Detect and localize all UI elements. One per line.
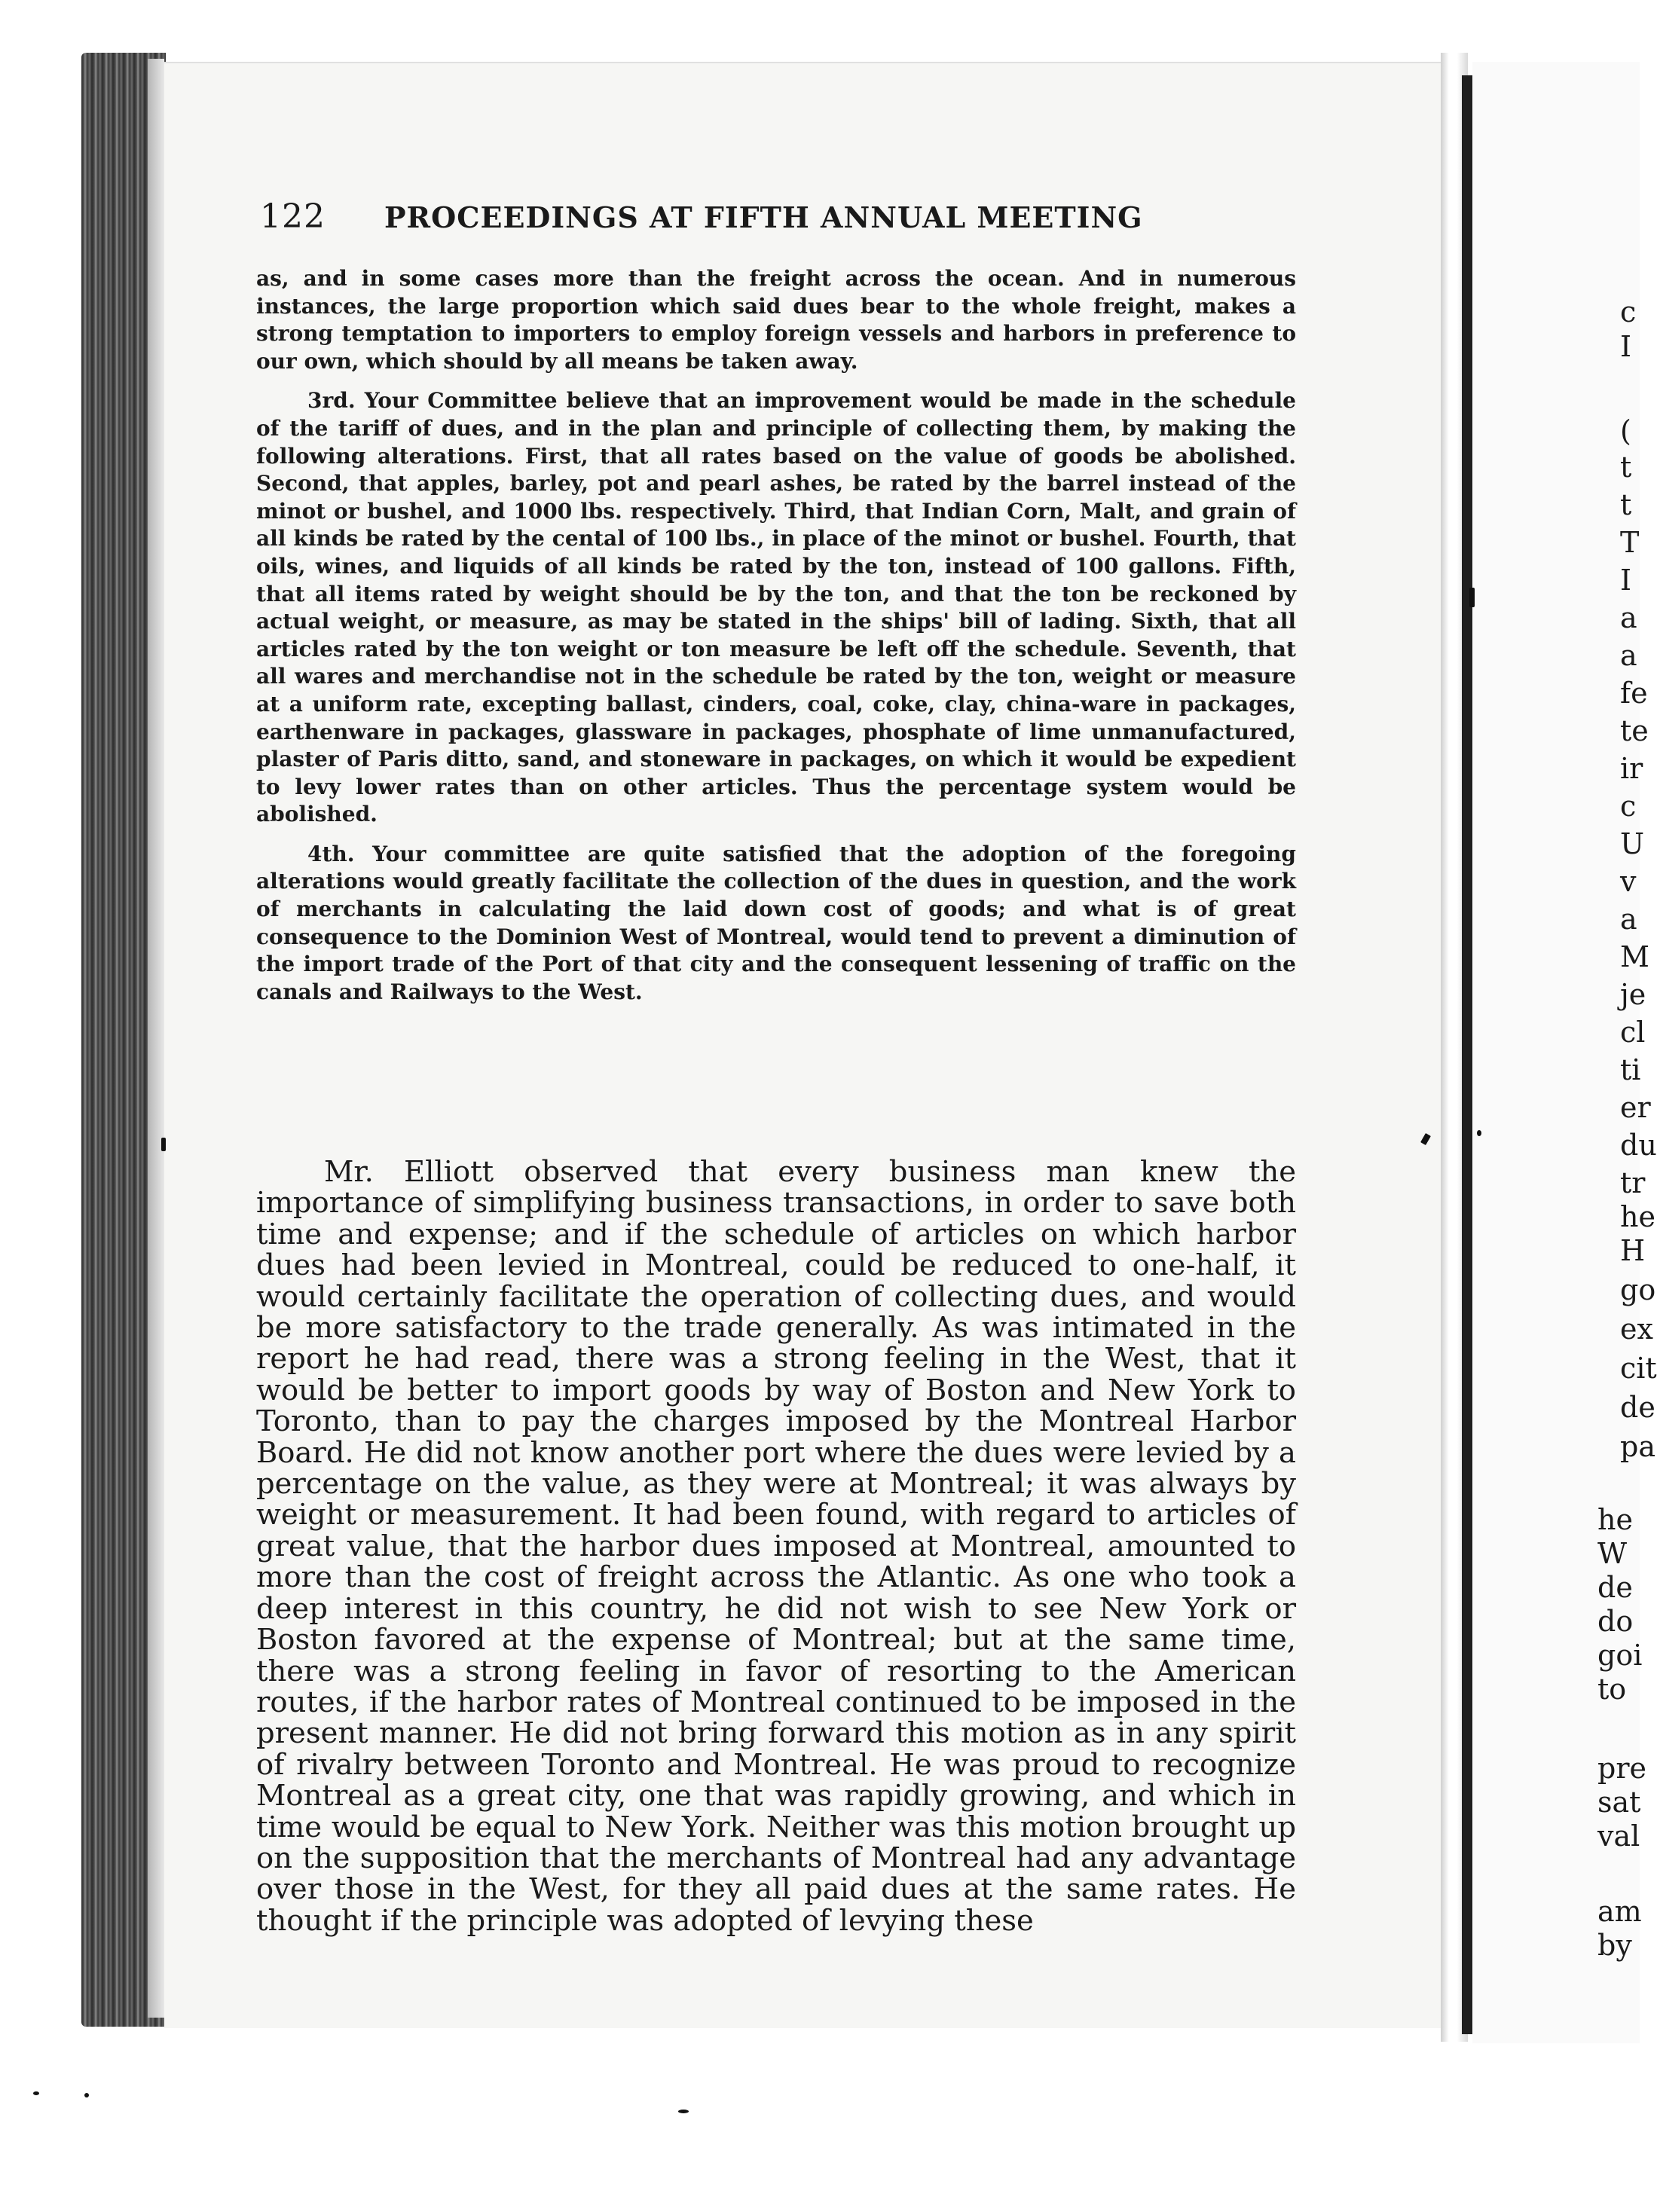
right-page-fragment: ( — [1620, 414, 1631, 448]
right-page-fragment: I — [1620, 330, 1632, 363]
right-page-fragment: v — [1620, 865, 1637, 898]
right-page-fragment: ti — [1620, 1053, 1641, 1086]
right-page-fragment: du — [1620, 1129, 1657, 1162]
right-page-fragment: cit — [1620, 1352, 1657, 1385]
right-page-fragment: W — [1597, 1537, 1628, 1570]
right-page-fragment: fe — [1620, 677, 1648, 710]
ink-speck — [84, 2093, 89, 2097]
right-page-fragment: c — [1620, 295, 1637, 328]
running-header — [260, 197, 1300, 236]
report-paragraph-continued: as, and in some cases more than the freight across the ocean. And in numerous instances, the large proportion which said dues bear to the whole freight, makes a strong temptation to importers to employ foreign vessels and harbors in preference to our own, which should by all means be taken away. — [256, 266, 1296, 374]
right-page-fragment: tr — [1620, 1166, 1646, 1199]
report-paragraph-fourth: 4th. Your committee are quite satisfied that the adoption of the foregoing alterations would greatly facilitate the collection of the dues in question, and the work of merchants in calculating the laid down cost of goods; and what is of great consequence to the Dominion West of Montreal, would tend to prevent a diminution of the import trade of the Port of that city and the consequent lessening of traffic on the canals and Railways to the West. — [256, 841, 1296, 1004]
right-page-fragment: M — [1620, 940, 1649, 973]
right-page-fragment: by — [1597, 1929, 1632, 1962]
right-page-fragment: pa — [1620, 1430, 1655, 1463]
right-page-fragment: te — [1620, 714, 1649, 747]
right-page-fragment: je — [1620, 978, 1646, 1011]
right-page-fragment: a — [1620, 601, 1637, 634]
report-paragraph-third: 3rd. Your Committee believe that an improvement would be made in the schedule of the tariff of dues, and in the plan and principle of collecting them, by making the following alterations. First, that all rates based on the value of goods be abolished. Second, that apples, barley, pot and pearl ashes, be rated by the barrel instead of the minot or bushel, and 1000 lbs. respectively. Third, that Indian Corn, Malt, and grain of all kinds be rated by the cental of 100 lbs., in place of the minot or bushel. Fourth, that oils, wines, and liquids of all kinds be rated by the ton, instead of 100 gallons. Fifth, that all items rated by weight should be by the ton, and that the ton be reckoned by actual weight, or measure, as may be stated in the ships' bill of lading. Sixth, that all articles rated by the ton weight or ton measure be left off the schedule. Seventh, that all wares and merchandise not in the schedule be rated by the ton, weight or measure at a uniform rate, excepting ballast, cinders, coal, coke, clay, china-ware in packages, earthenware in packages, glassware in packages, phosphate of lime unmanufactured, plaster of Paris ditto, sand, and stoneware in packages, on which it would be expedient to levy lower rates than on other articles. Thus the percentage system would be abolished. — [256, 388, 1296, 827]
right-page-fragment: ex — [1620, 1312, 1653, 1346]
right-page-fragment: a — [1620, 903, 1637, 936]
elliott-speech — [256, 1156, 1296, 1936]
ink-speck — [33, 2091, 39, 2095]
right-page-fragment: de — [1597, 1571, 1633, 1604]
right-page-fragment: do — [1597, 1605, 1634, 1638]
running-title: PROCEEDINGS AT FIFTH ANNUAL MEETING — [384, 200, 1143, 234]
gutter-shadow — [1462, 75, 1472, 2034]
right-page-fragment: U — [1620, 827, 1645, 860]
right-page-fragment: I — [1620, 564, 1632, 597]
ink-speck — [1477, 1130, 1481, 1136]
page-edge-highlight — [148, 59, 164, 2018]
right-page-fragment: pre — [1597, 1752, 1646, 1785]
right-page-fragment: H — [1620, 1234, 1646, 1267]
right-page-fragment: t — [1620, 451, 1632, 484]
right-page-fragment: he — [1620, 1200, 1655, 1233]
right-page-fragment: c — [1620, 790, 1637, 823]
right-page-fragment: T — [1620, 526, 1640, 559]
right-page — [1472, 62, 1643, 2043]
right-page-fragment: go — [1620, 1273, 1656, 1306]
committee-report — [256, 265, 1296, 1018]
right-page-fragment: to — [1597, 1673, 1627, 1706]
right-page-fragment: am — [1597, 1895, 1642, 1928]
ink-speck — [161, 1138, 166, 1151]
right-page-fragment: ir — [1620, 752, 1643, 785]
right-page-fragment: val — [1597, 1819, 1640, 1853]
right-page-fragment: t — [1620, 488, 1632, 521]
right-page-fragment: cl — [1620, 1016, 1646, 1049]
page-number: 122 — [260, 197, 326, 236]
speech-paragraph: Mr. Elliott observed that every business man knew the importance of simplifying business transactions, in order to save both time and expense; and if the schedule of articles on which harbor dues had been levied in Montreal, could be reduced to one-half, it would certainly facilitate the operation of collecting dues, and would be more satisfactory to the trade generally. As was intimated in the report he had read, there was a strong feeling in the West, that it would be better to import goods by way of Boston and New York to Toronto, than to pay the charges imposed by the Montreal Harbor Board. He did not know another port where the dues were levied by a percentage on the value, as they were at Montreal; it was always by weight or measurement. It had been found, with regard to articles of great value, that the harbor dues imposed at Montreal, amounted to more than the cost of freight across the Atlantic. As one who took a deep interest in this country, he did not wish to see New York or Boston favored at the expense of Montreal; but at the same time, there was a strong feeling in favor of resorting to the American routes, if the harbor rates of Montreal continued to be imposed in the present manner. He did not bring forward this motion as in any spirit of rivalry between Toronto and Montreal. He was proud to recognize Montreal as a great city, one that was rapidly growing, and which in time would be equal to New York. Neither was this motion brought up on the supposition that the merchants of Montreal had any advantage over those in the West, for they all paid dues at the same rates. He thought if the principle was adopted of levying these — [256, 1155, 1296, 1938]
right-page-fragment: he — [1597, 1503, 1633, 1536]
right-page-fragment: a — [1620, 639, 1637, 672]
ink-speck — [678, 2110, 689, 2113]
right-page-fragment: sat — [1597, 1786, 1641, 1819]
ink-speck — [1469, 588, 1475, 607]
right-page-fragment: de — [1620, 1391, 1655, 1424]
right-page-fragment: er — [1620, 1091, 1651, 1124]
right-page-fragment: goi — [1597, 1639, 1643, 1672]
